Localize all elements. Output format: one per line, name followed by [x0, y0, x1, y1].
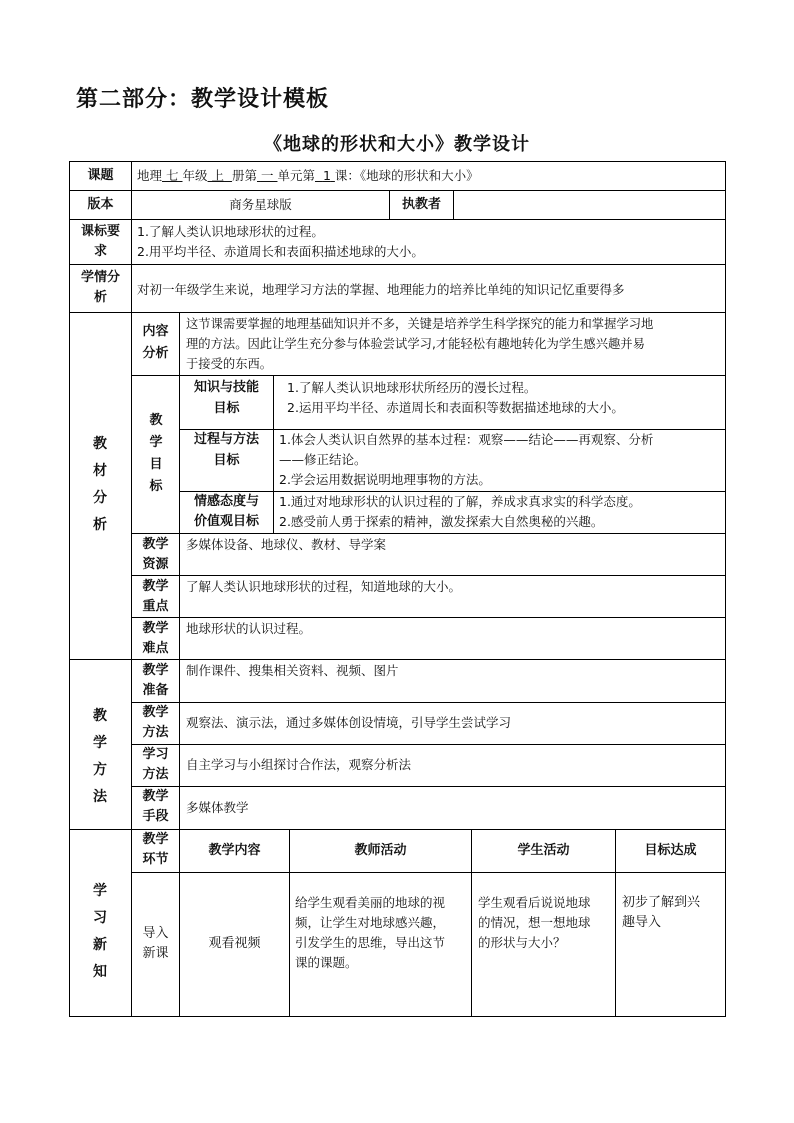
course-term: 上	[211, 168, 225, 183]
version-label: 版本	[87, 197, 114, 212]
header-content: 教学内容	[208, 843, 261, 858]
means-value-cell	[179, 786, 726, 830]
row-goal-1: 初步了解到兴	[622, 895, 701, 910]
difficulty-text: 地球形状的认识过程。	[186, 621, 312, 636]
key-label-1: 教学	[142, 579, 169, 594]
course-label: 课题	[87, 168, 114, 183]
header-student: 学生活动	[517, 843, 570, 858]
header-goal: 目标达成	[644, 843, 697, 858]
standard-line-1: 1.了解人类认识地球形状的过程。	[137, 224, 324, 239]
header-teacher: 教师活动	[354, 843, 407, 858]
difficulty-label-1: 教学	[142, 621, 169, 636]
teacher-value-cell	[453, 190, 726, 220]
means-label-1: 教学	[142, 789, 169, 804]
row-teacher-4: 课的课题。	[295, 955, 358, 970]
row-student-1: 学生观看后说说地球	[478, 895, 591, 910]
means-text: 多媒体教学	[186, 800, 249, 815]
row-student-2: 的情况，想一想地球	[478, 915, 591, 930]
process-label-1: 过程与方法	[193, 432, 259, 447]
course-pre: 地理	[137, 168, 163, 183]
knowledge-label-1: 知识与技能	[193, 380, 259, 395]
row-stage-2: 新课	[142, 946, 169, 961]
emotion-line-1: 1.通过对地球形状的认识过程的了解，养成求真求实的科学态度。	[279, 494, 641, 509]
knowledge-line-2: 2.运用平均半径、赤道周长和表面积等数据描述地球的大小。	[287, 400, 624, 415]
students-text: 对初一年级学生来说，地理学习方法的掌握、地理能力的培养比单纯的知识记忆重要得多	[137, 282, 625, 297]
method-label: 教 学 方 法	[93, 708, 107, 805]
content-line-3: 于接受的东西。	[186, 357, 273, 371]
version-value: 商务星球版	[229, 197, 292, 212]
resource-label-1: 教学	[142, 537, 169, 552]
teacher-label: 执教者	[401, 197, 441, 212]
teach-label-2: 方法	[142, 725, 169, 740]
row-teacher-3: 引发学生的思维，导出这节	[295, 935, 446, 950]
part-title: 第二部分：教学设计模板	[76, 87, 330, 112]
course-unit: 一	[260, 168, 274, 183]
emotion-label-1: 情感态度与	[193, 494, 259, 509]
process-label-2: 目标	[213, 453, 240, 468]
students-label-2: 析	[93, 290, 107, 305]
row-teacher-2: 频，让学生对地球感兴趣，	[295, 915, 446, 930]
content-label-1: 内容	[142, 324, 169, 339]
course-lesson: 1	[322, 168, 331, 183]
course-book-prefix: 册第	[231, 168, 257, 183]
row-stage-1: 导入	[142, 926, 169, 941]
study-label-2: 方法	[142, 767, 169, 782]
course-lesson-suffix: 课：《地球的形状和大小》	[334, 168, 479, 183]
process-line-1: 1.体会人类认识自然界的基本过程：观察——结论——再观察、分析	[279, 432, 654, 447]
course-value	[137, 166, 479, 186]
standard-label-2: 求	[93, 244, 107, 259]
content-line-2: 理的方法。因此让学生充分参与体验尝试学习,才能轻松有趣地转化为学生感兴趣并易	[186, 337, 645, 351]
teach-label-1: 教学	[142, 705, 169, 720]
resource-label-2: 资源	[142, 557, 169, 572]
prep-label-2: 准备	[142, 683, 169, 698]
key-text: 了解人类认识地球形状的过程，知道地球的大小。	[186, 579, 462, 594]
key-label-2: 重点	[142, 599, 169, 614]
row-content: 观看视频	[208, 936, 261, 951]
knowledge-line-1: 1.了解人类认识地球形状所经历的漫长过程。	[287, 380, 537, 395]
course-unit-suffix: 单元第	[277, 168, 315, 183]
prep-label-1: 教学	[142, 663, 169, 678]
emotion-label-2: 价值观目标	[193, 514, 259, 529]
resource-text: 多媒体设备、地球仪、教材、导学案	[186, 537, 387, 552]
content-label-2: 分析	[142, 346, 169, 361]
row-goal-2: 趣导入	[622, 915, 662, 930]
students-label-1: 学情分	[80, 270, 120, 285]
process-line-2: ——修正结论。	[279, 452, 367, 467]
study-label-1: 学习	[142, 747, 169, 762]
header-stage-1: 教学	[142, 832, 169, 847]
process-line-3: 2.学会运用数据说明地理事物的方法。	[279, 472, 491, 487]
header-stage-2: 环节	[142, 852, 169, 867]
goal-label: 教 学 目 标	[149, 413, 163, 494]
difficulty-label-2: 难点	[142, 641, 169, 656]
teach-text: 观察法、演示法，通过多媒体创设情境，引导学生尝试学习	[186, 715, 512, 730]
row-teacher-1: 给学生观看美丽的地球的视	[295, 895, 446, 910]
means-label-2: 手段	[142, 809, 169, 824]
study-text: 自主学习与小组探讨合作法，观察分析法	[186, 757, 412, 772]
learning-label: 学 习 新 知	[93, 883, 107, 980]
doc-title: 《地球的形状和大小》教学设计	[264, 134, 530, 155]
knowledge-label-2: 目标	[213, 401, 240, 416]
standard-line-2: 2.用平均半径、赤道周长和表面积描述地球的大小。	[137, 244, 424, 259]
standard-label-1: 课标要	[80, 224, 120, 239]
material-label: 教 材 分 析	[93, 436, 107, 533]
row-student-3: 的形状与大小？	[478, 935, 566, 950]
content-line-1: 这节课需要掌握的地理基础知识并不多，关键是培养学生科学探究的能力和掌握学习地	[186, 317, 654, 331]
course-grade: 七	[166, 168, 179, 183]
emotion-line-2: 2.感受前人勇于探索的精神，激发探索大自然奥秘的兴趣。	[279, 514, 604, 529]
prep-text: 制作课件、搜集相关资料、视频、图片	[186, 663, 399, 678]
course-grade-suffix: 年级	[182, 168, 208, 183]
